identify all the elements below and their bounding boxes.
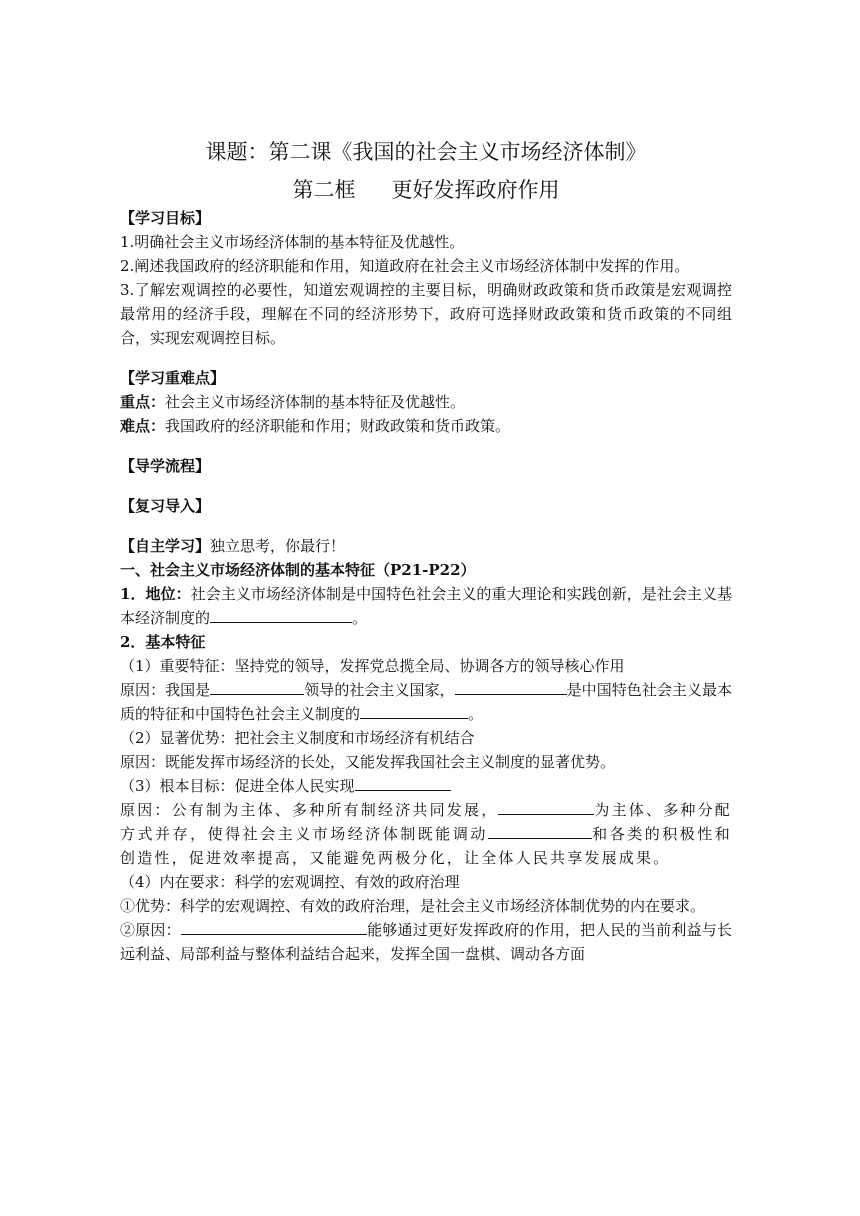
feature-4-advantage: ①优势：科学的宏观调控、有效的政府治理，是社会主义市场经济体制优势的内在要求。 bbox=[120, 897, 706, 915]
subtitle-part-a: 第二框 bbox=[292, 178, 356, 202]
page-subtitle bbox=[120, 174, 732, 206]
feature-3-reason bbox=[120, 798, 732, 870]
difficult-point-text: 我国政府的经济职能和作用；财政政策和货币政策。 bbox=[165, 417, 511, 435]
self-study-line bbox=[120, 534, 732, 558]
goal-item-1: 1.明确社会主义市场经济体制的基本特征及优越性。 bbox=[120, 233, 465, 251]
feature-1-title: （1）重要特征：坚持党的领导，发挥党总揽全局、协调各方的领导核心作用 bbox=[120, 657, 625, 675]
difficult-point bbox=[120, 414, 732, 438]
page-title: 课题：第二课《我国的社会主义市场经济体制》 bbox=[205, 140, 647, 164]
feature-3-text-c: 和各类的积极性和创造性，促进效率提高，又能避免两极分化，让全体人民共享发展成果。 bbox=[120, 825, 732, 867]
key-point-text: 社会主义市场经济体制的基本特征及优越性。 bbox=[165, 393, 466, 411]
subtitle-part-b: 更好发挥政府作用 bbox=[391, 178, 560, 202]
feature-4-reason-text: 能够通过更好发挥政府的作用，把人民的当前利益与长远利益、局部利益与整体利益结合起来，发挥全国一盘棋、调动各方面 bbox=[120, 921, 732, 963]
section1-heading: 一、社会主义市场经济体制的基本特征（P21-P22） bbox=[120, 561, 476, 579]
fill-blank-5[interactable] bbox=[355, 775, 451, 791]
feature-1-reason bbox=[120, 678, 732, 726]
position-text-end: 。 bbox=[352, 609, 368, 627]
fill-blank-8[interactable] bbox=[181, 919, 367, 935]
feature-2-title: （2）显著优势：把社会主义制度和市场经济有机结合 bbox=[120, 729, 475, 747]
key-points-heading: 【学习重难点】 bbox=[120, 369, 226, 387]
feature-3-title-text: （3）根本目标：促进全体人民实现 bbox=[120, 777, 355, 795]
fill-blank-7[interactable] bbox=[488, 823, 592, 839]
goal-item-2: 2.阐述我国政府的经济职能和作用，知道政府在社会主义市场经济体制中发挥的作用。 bbox=[120, 257, 690, 275]
feature-1-text-d: 。 bbox=[468, 705, 484, 723]
fill-blank-6[interactable] bbox=[498, 799, 594, 815]
feature-2-reason: 原因：既能发挥市场经济的长处，又能发挥我国社会主义制度的显著优势。 bbox=[120, 753, 616, 771]
key-point bbox=[120, 390, 732, 414]
feature-3-text-a: 原因：公有制为主体、多种所有制经济共同发展， bbox=[120, 801, 499, 819]
feature-1-text-b: 领导的社会主义国家， bbox=[304, 681, 455, 699]
feature-4-title: （4）内在要求：科学的宏观调控、有效的政府治理 bbox=[120, 873, 460, 891]
review-heading: 【复习导入】 bbox=[120, 497, 211, 515]
goals-heading: 【学习目标】 bbox=[120, 209, 211, 227]
self-study-heading: 【自主学习】 bbox=[120, 537, 211, 555]
goal-item-3: 3.了解宏观调控的必要性，知道宏观调控的主要目标，明确财政政策和货币政策是宏观调控最常用的经济手段，理解在不同的经济形势下，政府可选择财政政策和货币政策的不同组合，实现宏观调控目标。 bbox=[120, 281, 732, 347]
fill-blank-2[interactable] bbox=[210, 679, 304, 695]
feature-1-text-c: 是中国特色社会主义最本质的特征和中国特色社会主义制度的 bbox=[120, 681, 732, 723]
fill-blank-4[interactable] bbox=[360, 703, 468, 719]
self-study-slogan: 独立思考，你最行！ bbox=[210, 537, 346, 555]
fill-blank-3[interactable] bbox=[455, 679, 567, 695]
position-paragraph bbox=[120, 582, 732, 630]
feature-4-reason bbox=[120, 918, 732, 966]
fill-blank-1[interactable] bbox=[210, 607, 352, 623]
feature-4-reason-label: ②原因： bbox=[120, 921, 181, 939]
feature-3-title bbox=[120, 774, 732, 798]
flow-heading: 【导学流程】 bbox=[120, 457, 211, 475]
feature-1-text-a: 原因：我国是 bbox=[120, 681, 211, 699]
features-heading: 2．基本特征 bbox=[120, 633, 206, 651]
key-point-label: 重点： bbox=[120, 393, 166, 411]
difficult-point-label: 难点： bbox=[120, 417, 166, 435]
position-text: 社会主义市场经济体制是中国特色社会主义的重大理论和实践创新，是社会主义基本经济制度的 bbox=[120, 585, 732, 627]
document-page bbox=[120, 136, 732, 966]
feature-3-text-b: 为主体、多种分配方式并存，使得社会主义市场经济体制既能调动 bbox=[120, 801, 733, 843]
position-label: 1．地位： bbox=[120, 585, 191, 603]
